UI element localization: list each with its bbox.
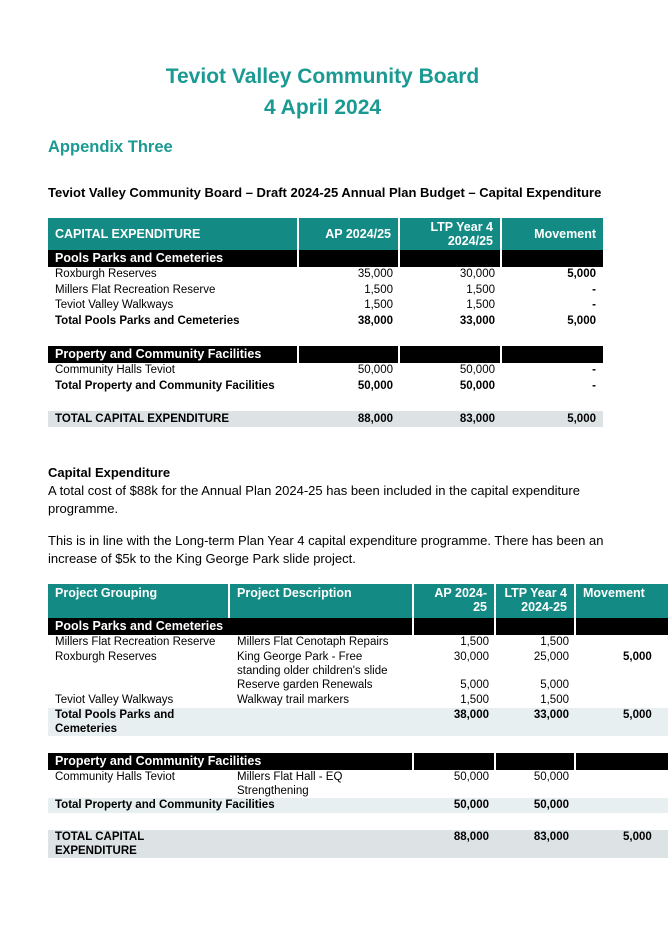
row-label: TOTAL CAPITAL EXPENDITURE <box>48 830 230 858</box>
table-row <box>48 267 603 283</box>
cell-ap: 50,000 <box>453 771 489 783</box>
section-row <box>48 250 603 267</box>
row-label: Total Pools Parks and Cemeteries <box>55 314 240 327</box>
cell-ap: 38,000 <box>414 708 496 736</box>
capital-expenditure-summary-table <box>48 218 603 427</box>
section-row <box>48 618 668 635</box>
table-row <box>48 635 668 650</box>
cell-ap: 88,000 <box>299 411 400 427</box>
column-header: Movement <box>502 218 603 250</box>
cell-ltp: 33,000 <box>459 314 495 327</box>
cell-movement: 5,000 <box>567 314 596 327</box>
table-row <box>48 770 668 798</box>
cell-movement: - <box>592 299 596 311</box>
grand-total-row <box>48 411 603 427</box>
section-label: Pools Parks and Cemeteries <box>48 250 299 267</box>
cell-movement <box>576 693 668 708</box>
table-header-row <box>48 584 668 618</box>
cell-ap: 50,000 <box>357 379 393 392</box>
table-row <box>48 298 603 314</box>
cell-ap: 5,000 <box>460 679 489 691</box>
subtotal-row <box>48 798 668 813</box>
row-label: Total Pools Parks and Cemeteries <box>48 708 230 736</box>
column-header: AP 2024/25 <box>299 218 400 250</box>
cell-ltp: 50,000 <box>459 379 495 392</box>
row-label: Total Property and Community Facilities <box>55 379 275 392</box>
cell-ltp: 50,000 <box>459 364 495 376</box>
cell-ap: 38,000 <box>357 314 393 327</box>
appendix-heading: Appendix Three <box>48 138 173 156</box>
row-label: TOTAL CAPITAL EXPENDITURE <box>48 411 299 427</box>
cell-movement: 5,000 <box>576 708 668 736</box>
row-label: Total Property and Community Facilities <box>48 798 414 813</box>
cell-description: King George Park - Free standing older children's slide <box>237 651 388 677</box>
table-row <box>48 693 668 708</box>
cell-ltp: 1,500 <box>466 299 495 311</box>
cell-ap: 88,000 <box>414 830 496 858</box>
cell-ap: 50,000 <box>357 364 393 376</box>
cell-movement <box>576 678 668 693</box>
cell-ap: 1,500 <box>460 636 489 648</box>
section-row <box>48 753 668 770</box>
column-header: LTP Year 4 2024-25 <box>496 584 576 618</box>
column-header: CAPITAL EXPENDITURE <box>48 218 299 250</box>
cell-group: Community Halls Teviot <box>55 771 175 783</box>
cell-ltp: 25,000 <box>533 651 569 663</box>
cell-group <box>48 678 230 693</box>
cell-group: Teviot Valley Walkways <box>55 694 174 706</box>
paragraph: A total cost of $88k for the Annual Plan 2024-25 has been included in the capital expenditure programme. <box>48 483 580 516</box>
cell-ap: 50,000 <box>414 798 496 813</box>
document-title: Teviot Valley Community Board <box>165 65 480 88</box>
row-label: Millers Flat Recreation Reserve <box>55 283 216 296</box>
cell-movement: - <box>592 364 596 376</box>
cell-ltp: 1,500 <box>540 636 569 648</box>
cell-description: Millers Flat Hall - EQ Strengthening <box>237 771 343 797</box>
grand-total-row <box>48 830 668 858</box>
cell-movement <box>576 635 668 650</box>
column-header: AP 2024-25 <box>414 584 496 618</box>
paragraph-heading: Capital Expenditure <box>48 465 171 480</box>
cell-ltp: 33,000 <box>496 708 576 736</box>
cell-description: Walkway trail markers <box>237 694 350 706</box>
cell-group: Roxburgh Reserves <box>55 651 157 663</box>
section-label: Property and Community Facilities <box>48 753 414 770</box>
row-label: Community Halls Teviot <box>55 364 175 376</box>
cell-ap: 1,500 <box>364 299 393 311</box>
table-row <box>48 283 603 299</box>
cell-movement: 5,000 <box>567 268 596 280</box>
row-label: Roxburgh Reserves <box>55 268 157 280</box>
section-row <box>48 346 603 363</box>
capital-project-detail-table <box>48 584 668 858</box>
cell-ap: 30,000 <box>453 651 489 663</box>
cell-ltp: 30,000 <box>459 268 495 280</box>
table-row <box>48 363 603 379</box>
column-header: LTP Year 4 2024/25 <box>400 218 502 250</box>
cell-ltp: 50,000 <box>496 798 576 813</box>
cell-ap: 1,500 <box>364 283 393 296</box>
section-label: Pools Parks and Cemeteries <box>48 618 414 635</box>
table-header-row <box>48 218 603 250</box>
cell-movement: 5,000 <box>502 411 603 427</box>
cell-ltp: 1,500 <box>466 283 495 296</box>
cell-ap: 1,500 <box>460 694 489 706</box>
cell-movement <box>576 770 668 798</box>
table-row <box>48 678 668 693</box>
cell-description: Reserve garden Renewals <box>237 679 373 691</box>
paragraph: This is in line with the Long-term Plan Year 4 capital expenditure programme. There has been an increase of $5k to the King George Park slide project. <box>48 533 604 566</box>
cell-ltp: 1,500 <box>540 694 569 706</box>
section-label: Property and Community Facilities <box>48 346 299 363</box>
cell-movement: 5,000 <box>623 651 652 663</box>
budget-subheading: Teviot Valley Community Board – Draft 2024-25 Annual Plan Budget – Capital Expenditure <box>48 185 602 200</box>
cell-movement: - <box>592 283 596 296</box>
cell-group: Millers Flat Recreation Reserve <box>55 636 216 648</box>
cell-ap: 35,000 <box>357 268 393 280</box>
column-header: Project Description <box>230 584 414 618</box>
cell-movement: - <box>592 379 596 392</box>
table-row <box>48 650 668 678</box>
cell-ltp: 83,000 <box>400 411 502 427</box>
cell-movement <box>576 798 668 813</box>
cell-ltp: 5,000 <box>540 679 569 691</box>
row-label: Teviot Valley Walkways <box>55 299 174 311</box>
document-date: 4 April 2024 <box>263 96 382 119</box>
cell-description: Millers Flat Cenotaph Repairs <box>237 636 389 648</box>
cell-ltp: 50,000 <box>533 771 569 783</box>
cell-ltp: 83,000 <box>496 830 576 858</box>
column-header: Movement <box>576 584 668 618</box>
cell-movement: 5,000 <box>576 830 668 858</box>
subtotal-row <box>48 314 603 330</box>
column-header: Project Grouping <box>48 584 230 618</box>
subtotal-row <box>48 708 668 736</box>
subtotal-row <box>48 379 603 395</box>
